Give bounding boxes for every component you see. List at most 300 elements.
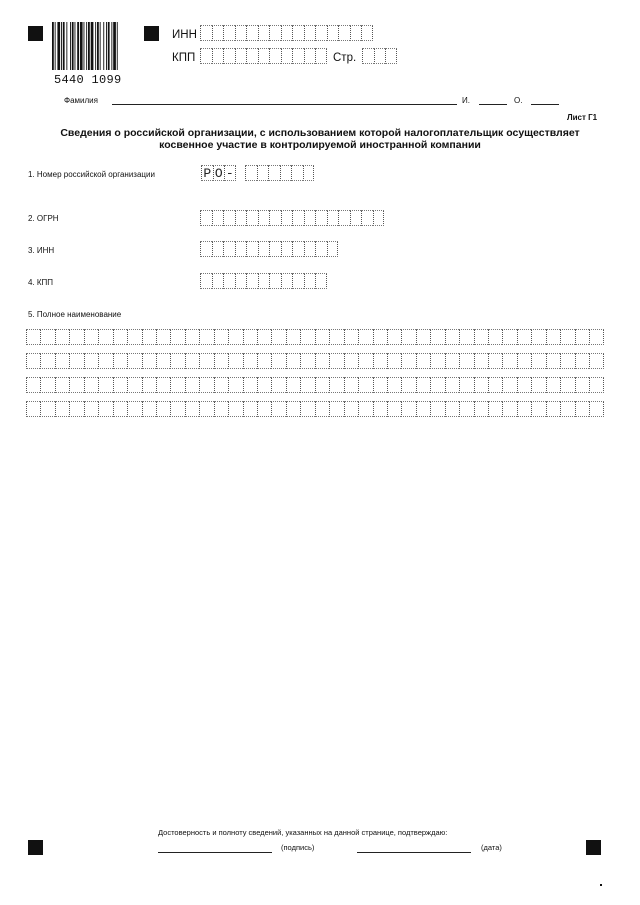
input-cell[interactable]: [280, 165, 292, 181]
barcode-bar: [61, 22, 62, 70]
input-cell[interactable]: [243, 377, 257, 393]
input-cell[interactable]: [142, 329, 156, 345]
input-cell[interactable]: [199, 377, 213, 393]
input-cell[interactable]: [170, 353, 184, 369]
input-cell[interactable]: [258, 241, 270, 257]
full-name-row[interactable]: [26, 329, 604, 345]
input-cell[interactable]: [546, 329, 560, 345]
input-cell[interactable]: [531, 329, 545, 345]
input-cell[interactable]: [214, 377, 228, 393]
input-cell[interactable]: [373, 353, 387, 369]
input-cell[interactable]: [55, 353, 69, 369]
input-cell[interactable]: [387, 353, 401, 369]
registration-marker-top-right: [144, 26, 159, 41]
barcode-bar: [103, 22, 104, 70]
full-name-row[interactable]: [26, 353, 604, 369]
input-cell[interactable]: [223, 25, 235, 41]
ogrn-cells[interactable]: [200, 210, 384, 226]
input-cell[interactable]: [271, 401, 285, 417]
input-cell[interactable]: [170, 401, 184, 417]
input-cell[interactable]: [69, 401, 83, 417]
barcode-bar: [117, 22, 118, 70]
input-cell[interactable]: [223, 48, 235, 64]
input-cell[interactable]: [269, 48, 281, 64]
input-cell[interactable]: [257, 377, 271, 393]
input-cell[interactable]: [546, 401, 560, 417]
input-cell[interactable]: [350, 25, 362, 41]
input-cell[interactable]: [373, 401, 387, 417]
input-cell[interactable]: [338, 25, 350, 41]
header-inn-label: ИНН: [172, 29, 197, 41]
barcode-bar: [100, 22, 101, 70]
input-cell[interactable]: [401, 353, 415, 369]
input-cell[interactable]: [315, 329, 329, 345]
barcode-bar: [106, 22, 107, 70]
input-cell[interactable]: [84, 377, 98, 393]
input-cell[interactable]: [257, 329, 271, 345]
input-cell[interactable]: [589, 401, 603, 417]
input-cell[interactable]: [474, 401, 488, 417]
registration-marker-bottom-left: [28, 840, 43, 855]
input-cell[interactable]: [257, 165, 269, 181]
input-cell[interactable]: [200, 25, 212, 41]
input-cell[interactable]: [246, 210, 258, 226]
section-title-line2: косвенное участие в контролируемой иностранной компании: [159, 139, 481, 151]
input-cell[interactable]: [212, 48, 224, 64]
input-cell[interactable]: [531, 377, 545, 393]
input-cell[interactable]: [212, 210, 224, 226]
registration-marker-top-left: [28, 26, 43, 41]
input-cell[interactable]: [268, 165, 280, 181]
input-cell[interactable]: [329, 329, 343, 345]
inn-label: 3. ИНН: [28, 246, 55, 255]
input-cell[interactable]: [416, 377, 430, 393]
input-cell[interactable]: [98, 377, 112, 393]
input-cell[interactable]: [560, 329, 574, 345]
input-cell[interactable]: [315, 48, 327, 64]
input-cell[interactable]: [344, 329, 358, 345]
input-cell[interactable]: [257, 353, 271, 369]
input-cell[interactable]: [223, 273, 235, 289]
input-cell[interactable]: [98, 353, 112, 369]
input-cell[interactable]: [338, 210, 350, 226]
input-cell[interactable]: [387, 329, 401, 345]
input-cell[interactable]: [358, 353, 372, 369]
barcode-bar: [113, 22, 116, 70]
input-cell[interactable]: [286, 329, 300, 345]
input-cell[interactable]: [292, 210, 304, 226]
input-cell[interactable]: [127, 377, 141, 393]
barcode-bar: [63, 22, 65, 70]
initial-o-field[interactable]: [531, 104, 559, 105]
input-cell[interactable]: [560, 353, 574, 369]
input-cell[interactable]: [474, 377, 488, 393]
input-cell[interactable]: [304, 25, 316, 41]
header-page-cells[interactable]: [362, 48, 397, 64]
input-cell[interactable]: [113, 401, 127, 417]
input-cell[interactable]: [300, 401, 314, 417]
input-cell[interactable]: [235, 273, 247, 289]
input-cell[interactable]: [84, 329, 98, 345]
input-cell[interactable]: [459, 377, 473, 393]
section-title-line1: Сведения о российской организации, с использованием которой налогоплательщик осуществляет: [60, 127, 580, 139]
input-cell: -: [225, 166, 234, 181]
input-cell[interactable]: [300, 377, 314, 393]
input-cell[interactable]: [358, 377, 372, 393]
input-cell[interactable]: [127, 329, 141, 345]
input-cell[interactable]: [127, 401, 141, 417]
input-cell[interactable]: [304, 241, 316, 257]
input-cell[interactable]: [327, 241, 339, 257]
input-cell[interactable]: [212, 241, 224, 257]
input-cell[interactable]: [488, 401, 502, 417]
input-cell[interactable]: [235, 210, 247, 226]
org-number-cells[interactable]: [245, 165, 314, 181]
input-cell[interactable]: [214, 353, 228, 369]
input-cell[interactable]: [329, 401, 343, 417]
barcode-bar: [95, 22, 96, 70]
input-cell[interactable]: [292, 48, 304, 64]
org-number-prefix-cells: [201, 165, 236, 181]
barcode-bar: [88, 22, 90, 70]
input-cell[interactable]: [430, 377, 444, 393]
input-cell[interactable]: [258, 25, 270, 41]
input-cell[interactable]: [286, 401, 300, 417]
org-number-label: 1. Номер российской организации: [28, 170, 155, 179]
input-cell[interactable]: [223, 210, 235, 226]
input-cell[interactable]: [315, 377, 329, 393]
input-cell: Р: [201, 165, 213, 181]
header-page-label: Стр.: [333, 52, 357, 64]
input-cell[interactable]: [142, 377, 156, 393]
barcode-bar: [111, 22, 112, 70]
section-title: [0, 127, 640, 151]
surname-label: Фамилия: [64, 96, 98, 105]
input-cell[interactable]: [502, 329, 516, 345]
input-cell[interactable]: [344, 353, 358, 369]
full-name-row[interactable]: [26, 377, 604, 393]
input-cell[interactable]: [235, 48, 247, 64]
kpp-cells[interactable]: [200, 273, 327, 289]
input-cell[interactable]: [246, 273, 258, 289]
input-cell[interactable]: [69, 353, 83, 369]
input-cell[interactable]: [246, 241, 258, 257]
input-cell[interactable]: [488, 377, 502, 393]
surname-field[interactable]: [112, 104, 457, 105]
input-cell[interactable]: [269, 241, 281, 257]
input-cell[interactable]: [269, 25, 281, 41]
input-cell[interactable]: [243, 329, 257, 345]
input-cell[interactable]: [200, 273, 212, 289]
full-name-grid: [26, 329, 604, 425]
input-cell[interactable]: [156, 377, 170, 393]
input-cell[interactable]: [286, 377, 300, 393]
input-cell[interactable]: [546, 377, 560, 393]
input-cell[interactable]: [416, 353, 430, 369]
input-cell[interactable]: [55, 377, 69, 393]
input-cell[interactable]: [374, 48, 386, 64]
input-cell[interactable]: [281, 210, 293, 226]
input-cell[interactable]: [575, 401, 589, 417]
input-cell[interactable]: [212, 25, 224, 41]
input-cell[interactable]: [416, 329, 430, 345]
input-cell[interactable]: [474, 353, 488, 369]
input-cell[interactable]: [329, 353, 343, 369]
input-cell[interactable]: [362, 48, 374, 64]
input-cell: О: [213, 165, 225, 181]
input-cell[interactable]: [281, 273, 293, 289]
input-cell[interactable]: [291, 165, 303, 181]
input-cell[interactable]: [575, 353, 589, 369]
signature-label: (подпись): [281, 843, 315, 852]
input-cell[interactable]: [84, 401, 98, 417]
input-cell[interactable]: [546, 353, 560, 369]
ogrn-label: 2. ОГРН: [28, 214, 59, 223]
input-cell[interactable]: [212, 273, 224, 289]
input-cell[interactable]: [228, 401, 242, 417]
input-cell[interactable]: [185, 329, 199, 345]
input-cell[interactable]: [358, 329, 372, 345]
barcode-image: [52, 22, 132, 76]
input-cell[interactable]: [243, 353, 257, 369]
input-cell[interactable]: [445, 353, 459, 369]
input-cell[interactable]: [199, 353, 213, 369]
input-cell[interactable]: [474, 329, 488, 345]
input-cell[interactable]: [235, 241, 247, 257]
barcode-bar: [86, 22, 87, 70]
input-cell[interactable]: [459, 401, 473, 417]
input-cell[interactable]: [385, 48, 397, 64]
input-cell[interactable]: [416, 401, 430, 417]
input-cell[interactable]: [344, 401, 358, 417]
input-cell[interactable]: [300, 329, 314, 345]
input-cell[interactable]: [55, 329, 69, 345]
input-cell[interactable]: [26, 401, 40, 417]
input-cell[interactable]: [185, 401, 199, 417]
input-cell[interactable]: [292, 241, 304, 257]
input-cell[interactable]: [40, 329, 54, 345]
input-cell[interactable]: [142, 353, 156, 369]
input-cell[interactable]: [373, 377, 387, 393]
input-cell[interactable]: [292, 273, 304, 289]
input-cell[interactable]: [327, 210, 339, 226]
input-cell[interactable]: [327, 25, 339, 41]
input-cell[interactable]: [315, 210, 327, 226]
input-cell[interactable]: [127, 353, 141, 369]
input-cell[interactable]: [271, 377, 285, 393]
header-kpp-cells[interactable]: [200, 48, 327, 64]
full-name-row[interactable]: [26, 401, 604, 417]
input-cell[interactable]: [185, 353, 199, 369]
input-cell[interactable]: [258, 273, 270, 289]
input-cell[interactable]: [228, 377, 242, 393]
input-cell[interactable]: [387, 401, 401, 417]
input-cell[interactable]: [258, 210, 270, 226]
input-cell[interactable]: [373, 329, 387, 345]
input-cell[interactable]: [170, 329, 184, 345]
input-cell[interactable]: [517, 353, 531, 369]
input-cell[interactable]: [156, 401, 170, 417]
input-cell[interactable]: [361, 25, 373, 41]
date-field[interactable]: [357, 852, 471, 853]
input-cell[interactable]: [488, 329, 502, 345]
input-cell[interactable]: [502, 401, 516, 417]
input-cell[interactable]: [531, 353, 545, 369]
input-cell[interactable]: [315, 241, 327, 257]
input-cell[interactable]: [589, 329, 603, 345]
input-cell[interactable]: [300, 353, 314, 369]
input-cell[interactable]: [84, 353, 98, 369]
input-cell[interactable]: [589, 353, 603, 369]
input-cell[interactable]: [199, 401, 213, 417]
input-cell[interactable]: [304, 48, 316, 64]
input-cell[interactable]: [246, 25, 258, 41]
input-cell[interactable]: [223, 241, 235, 257]
kpp-label: 4. КПП: [28, 278, 54, 287]
initial-i-label: И.: [462, 96, 470, 105]
input-cell[interactable]: [246, 48, 258, 64]
input-cell[interactable]: [228, 353, 242, 369]
input-cell[interactable]: [531, 401, 545, 417]
input-cell[interactable]: [281, 241, 293, 257]
input-cell[interactable]: [170, 377, 184, 393]
input-cell[interactable]: [269, 210, 281, 226]
input-cell[interactable]: [401, 329, 415, 345]
header-inn-cells[interactable]: [200, 25, 373, 41]
input-cell[interactable]: [387, 377, 401, 393]
inn-cells[interactable]: [200, 241, 338, 257]
initial-i-field[interactable]: [479, 104, 507, 105]
input-cell[interactable]: [269, 273, 281, 289]
input-cell[interactable]: [303, 165, 315, 181]
input-cell[interactable]: [69, 377, 83, 393]
input-cell[interactable]: [26, 353, 40, 369]
sheet-label: Лист Г1: [567, 113, 598, 122]
input-cell[interactable]: [281, 25, 293, 41]
input-cell[interactable]: [185, 377, 199, 393]
input-cell[interactable]: [589, 377, 603, 393]
input-cell[interactable]: [286, 353, 300, 369]
input-cell[interactable]: [98, 329, 112, 345]
barcode-bar: [70, 22, 71, 70]
input-cell[interactable]: [69, 329, 83, 345]
input-cell[interactable]: [98, 401, 112, 417]
input-cell[interactable]: [517, 401, 531, 417]
input-cell[interactable]: [214, 329, 228, 345]
input-cell[interactable]: [40, 401, 54, 417]
input-cell[interactable]: [445, 377, 459, 393]
barcode-bar: [72, 22, 74, 70]
input-cell[interactable]: [488, 353, 502, 369]
input-cell[interactable]: [156, 329, 170, 345]
full-name-label: 5. Полное наименование: [28, 310, 122, 319]
input-cell[interactable]: [271, 353, 285, 369]
barcode-number: 5440 1099: [54, 73, 122, 87]
input-cell[interactable]: [315, 25, 327, 41]
input-cell[interactable]: [304, 210, 316, 226]
input-cell[interactable]: [445, 401, 459, 417]
barcode-bar: [55, 22, 56, 70]
barcode-bar: [75, 22, 76, 70]
registration-marker-bottom-right: [586, 840, 601, 855]
input-cell[interactable]: [281, 48, 293, 64]
confirm-text: Достоверность и полноту сведений, указанных на данной странице, подтверждаю:: [158, 828, 448, 837]
input-cell[interactable]: [200, 48, 212, 64]
input-cell[interactable]: [560, 377, 574, 393]
input-cell[interactable]: [517, 329, 531, 345]
input-cell[interactable]: [228, 329, 242, 345]
input-cell[interactable]: [113, 353, 127, 369]
date-label: (дата): [481, 843, 502, 852]
input-cell[interactable]: [55, 401, 69, 417]
input-cell[interactable]: [445, 329, 459, 345]
input-cell[interactable]: [517, 377, 531, 393]
barcode-bar: [108, 22, 110, 70]
input-cell[interactable]: [430, 353, 444, 369]
input-cell[interactable]: [245, 165, 257, 181]
input-cell[interactable]: [358, 401, 372, 417]
input-cell[interactable]: [361, 210, 373, 226]
input-cell[interactable]: [199, 329, 213, 345]
input-cell[interactable]: [271, 329, 285, 345]
input-cell[interactable]: [200, 210, 212, 226]
input-cell[interactable]: [235, 25, 247, 41]
input-cell[interactable]: [502, 377, 516, 393]
input-cell[interactable]: [575, 329, 589, 345]
input-cell[interactable]: [156, 353, 170, 369]
input-cell[interactable]: [430, 329, 444, 345]
input-cell[interactable]: [459, 353, 473, 369]
input-cell[interactable]: [401, 401, 415, 417]
barcode-bar: [66, 22, 67, 70]
header-kpp-label: КПП: [172, 52, 196, 64]
input-cell[interactable]: [26, 329, 40, 345]
input-cell[interactable]: [257, 401, 271, 417]
barcode-bar: [52, 22, 54, 70]
input-cell[interactable]: [430, 401, 444, 417]
input-cell[interactable]: [315, 401, 329, 417]
input-cell[interactable]: [40, 353, 54, 369]
input-cell[interactable]: [113, 377, 127, 393]
input-cell[interactable]: [304, 273, 316, 289]
input-cell[interactable]: [315, 273, 327, 289]
input-cell[interactable]: [200, 241, 212, 257]
input-cell[interactable]: [113, 329, 127, 345]
input-cell[interactable]: [560, 401, 574, 417]
input-cell[interactable]: [26, 377, 40, 393]
input-cell[interactable]: [344, 377, 358, 393]
barcode-bar: [97, 22, 99, 70]
barcode-bar: [57, 22, 60, 70]
input-cell[interactable]: [40, 377, 54, 393]
signature-field[interactable]: [158, 852, 272, 853]
barcode-bar: [91, 22, 94, 70]
input-cell[interactable]: [401, 377, 415, 393]
input-cell[interactable]: [575, 377, 589, 393]
input-cell[interactable]: [315, 353, 329, 369]
input-cell[interactable]: [373, 210, 385, 226]
input-cell[interactable]: [350, 210, 362, 226]
input-cell[interactable]: [292, 25, 304, 41]
input-cell[interactable]: [502, 353, 516, 369]
input-cell[interactable]: [214, 401, 228, 417]
input-cell[interactable]: [459, 329, 473, 345]
input-cell[interactable]: [142, 401, 156, 417]
input-cell[interactable]: [258, 48, 270, 64]
barcode-bar: [84, 22, 85, 70]
input-cell[interactable]: [329, 377, 343, 393]
input-cell[interactable]: [243, 401, 257, 417]
